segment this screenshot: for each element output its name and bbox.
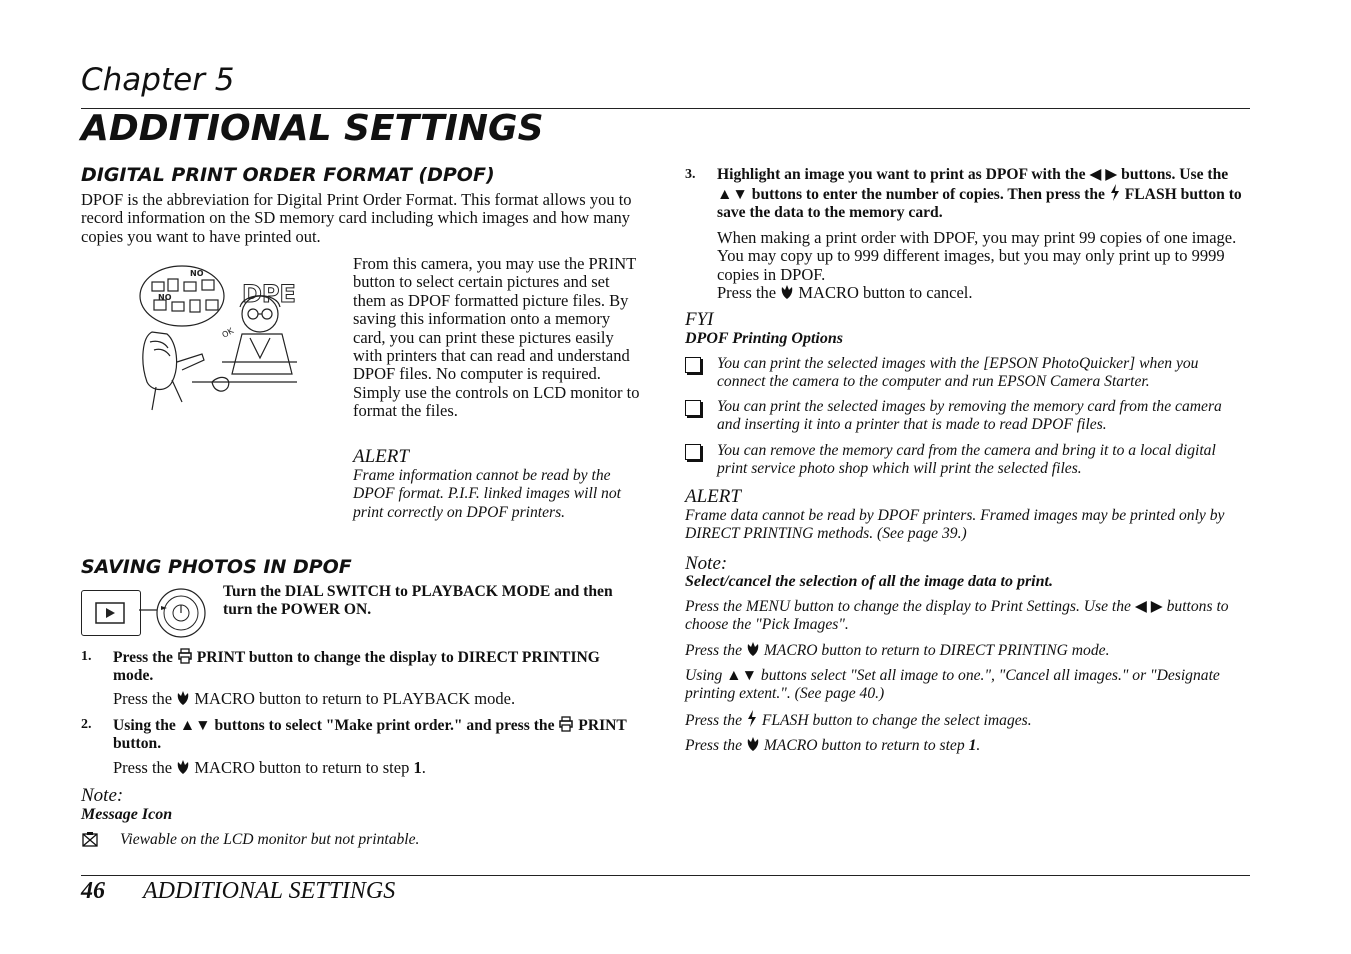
step-3-number: 3. xyxy=(685,167,696,182)
step-1-sub-a: Press the xyxy=(113,689,177,708)
step-2-sub xyxy=(113,759,633,777)
right-note-line-5-b: MACRO button to return to step xyxy=(759,737,969,754)
note-text: Viewable on the LCD monitor but not printable. xyxy=(120,831,420,848)
playback-button-graphic xyxy=(81,590,141,636)
macro-flower-icon xyxy=(746,736,760,752)
step-2-number: 2. xyxy=(81,717,92,732)
fyi-bullet-3 xyxy=(685,444,701,460)
dial-switch-graphic xyxy=(139,588,209,638)
right-note-line-5-end: . xyxy=(976,737,981,754)
fyi-subtitle: DPOF Printing Options xyxy=(685,330,843,347)
illustration-dpe-sign: DPE xyxy=(242,280,296,308)
step-2-text-b: PRINT button. xyxy=(113,717,627,753)
saving-heading: SAVING PHOTOS IN DPOF xyxy=(81,556,352,578)
fyi-bullet-1 xyxy=(685,357,701,373)
dpof-heading: DIGITAL PRINT ORDER FORMAT (DPOF) xyxy=(81,164,495,186)
step-3-text-b: FLASH button to save the data to the memory card. xyxy=(717,186,1242,222)
step-2-sub-end: . xyxy=(421,758,426,777)
macro-flower-icon xyxy=(176,759,190,775)
footer-page-number: 46 xyxy=(81,878,105,904)
page-title: ADDITIONAL SETTINGS xyxy=(81,108,544,149)
step-1-sub-b: MACRO button to return to PLAYBACK mode. xyxy=(190,689,516,708)
right-note-line-4 xyxy=(685,710,1245,730)
step-2-sub-a: Press the xyxy=(113,758,177,777)
step-3-text-a: Highlight an image you want to print as DPOF with the ◀ ▶ buttons. Use the ▲▼ buttons to enter the number of copies. Then press the xyxy=(717,166,1229,204)
right-note-subtitle: Select/cancel the selection of all the image data to print. xyxy=(685,573,1053,590)
chapter-label: Chapter 5 xyxy=(81,62,235,98)
right-note-line-5 xyxy=(685,736,1245,755)
dpof-alert-title: ALERT xyxy=(353,446,409,467)
right-alert-text: Frame data cannot be read by DPOF printers. Framed images may be printed only by DIRECT PRINTING methods. (See page 39.) xyxy=(685,507,1225,543)
right-note-line-2 xyxy=(685,641,1245,660)
printer-icon xyxy=(558,716,574,732)
right-note-line-3: Using ▲▼ buttons select "Set all image to one.", "Cancel all images." or "Designate printing extent.". (See page 40.) xyxy=(685,667,1220,703)
footer-title: ADDITIONAL SETTINGS xyxy=(143,878,396,904)
dial-switch-icon xyxy=(139,588,209,638)
illustration-no-label-1: NO xyxy=(190,269,204,278)
step-3-cancel xyxy=(717,284,1249,302)
right-note-line-1: Press the MENU button to change the display to Print Settings. Use the ◀ ▶ buttons to choose the "Pick Images". xyxy=(685,598,1229,634)
macro-flower-icon xyxy=(780,284,794,300)
step-3-cancel-b: MACRO button to cancel. xyxy=(794,283,973,302)
dpof-shop-illustration xyxy=(132,262,302,412)
message-icon xyxy=(81,831,99,849)
step-2-sub-step: 1 xyxy=(413,758,422,777)
fyi-bullet-2 xyxy=(685,400,701,416)
right-note-line-4-a: Press the xyxy=(685,712,746,729)
fyi-item-1: You can print the selected images with the [EPSON PhotoQuicker] when you connect the camera to the computer and run EPSON Camera Starter. xyxy=(717,355,1199,391)
right-note-line-2-b: MACRO button to return to DIRECT PRINTING mode. xyxy=(759,642,1110,659)
playback-icon xyxy=(82,591,140,635)
step-3-para: When making a print order with DPOF, you may print 99 copies of one image. You may copy up to 999 different images, but you may only print up to 9999 copies in DPOF. xyxy=(717,228,1237,284)
fyi-title: FYI xyxy=(685,309,714,330)
right-note-line-5-step: 1 xyxy=(968,737,977,754)
dpof-intro: DPOF is the abbreviation for Digital Print Order Format. This format allows you to record information on the SD memory card including which images and how many copies you want to have printed out. xyxy=(81,190,632,246)
macro-flower-icon xyxy=(746,641,760,657)
step-3-cancel-a: Press the xyxy=(717,283,781,302)
step-1-number: 1. xyxy=(81,649,92,664)
printer-icon xyxy=(177,648,193,664)
step-1-text-b: PRINT button to change the display to DIRECT PRINTING mode. xyxy=(113,649,600,685)
fyi-item-2: You can print the selected images by removing the memory card from the camera and inserting it into a printer that is made to read DPOF files. xyxy=(717,398,1222,434)
fyi-item-3: You can remove the memory card from the camera and bring it to a local digital print service photo shop which will print the selected files. xyxy=(717,442,1216,478)
message-icon-wrap xyxy=(81,831,99,849)
step-1-sub xyxy=(113,690,633,708)
right-note-line-5-a: Press the xyxy=(685,737,746,754)
flash-bolt-icon xyxy=(746,710,758,727)
step-3-text xyxy=(717,166,1249,223)
note-subtitle: Message Icon xyxy=(81,806,173,823)
step-2-text-a: Using the ▲▼ buttons to select "Make print order." and press the xyxy=(113,717,559,734)
dpof-description: From this camera, you may use the PRINT button to select certain pictures and set them as DPOF formatted picture files. By saving this information onto a memory card, you can print these pictures easily with printers that can read and understand DPOF files. No computer is required. Simply use the controls on LCD monitor to format the files. xyxy=(353,254,640,421)
step-2-sub-b: MACRO button to return to step xyxy=(190,758,414,777)
dial-instruction: Turn the DIAL SWITCH to PLAYBACK MODE and then turn the POWER ON. xyxy=(223,583,613,619)
note-title: Note: xyxy=(81,785,124,806)
illustration-ok-label: OK xyxy=(220,326,235,340)
step-1-text xyxy=(113,648,633,685)
right-note-title: Note: xyxy=(685,553,728,574)
step-2-text xyxy=(113,716,647,753)
right-note-line-2-a: Press the xyxy=(685,642,746,659)
macro-flower-icon xyxy=(176,690,190,706)
right-alert-title: ALERT xyxy=(685,486,741,507)
dpof-illustration xyxy=(132,262,302,412)
footer-rule xyxy=(81,875,1250,876)
step-1-text-a: Press the xyxy=(113,649,177,666)
flash-bolt-icon xyxy=(1109,184,1121,201)
right-note-line-4-b: FLASH button to change the select images. xyxy=(757,712,1032,729)
illustration-no-label-2: NO xyxy=(158,293,172,302)
dpof-alert-text: Frame information cannot be read by the DPOF format. P.I.F. linked images will not print correctly on DPOF printers. xyxy=(353,467,621,521)
